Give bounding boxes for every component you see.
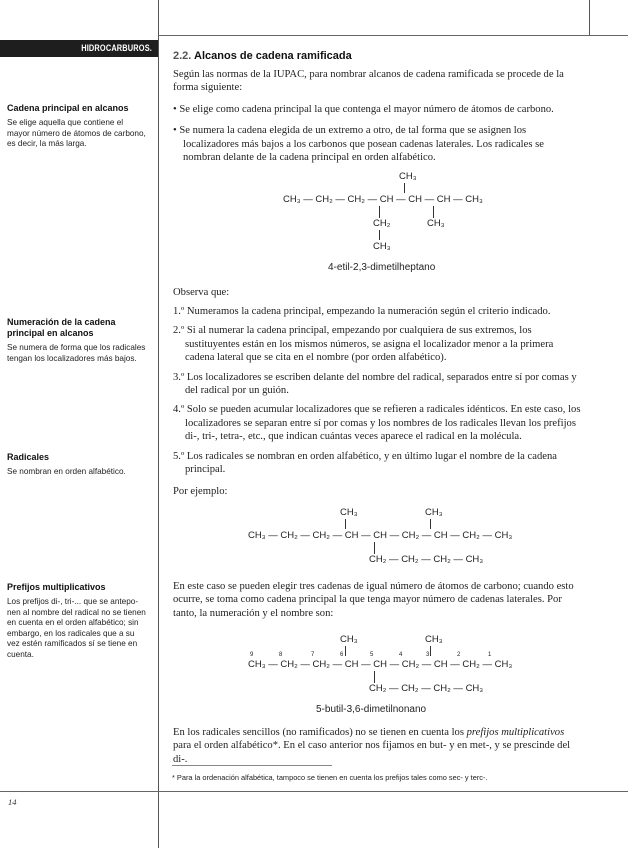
formula-3-name: 5-butil-3,6-dimetilnonano [316,704,427,715]
formula-branch: CH₂ [373,218,391,229]
chapter-banner: HIDROCARBUROS. GENERALIDADES [0,40,158,57]
intro-paragraph [173,68,583,95]
section-number: 2.2. [173,50,192,62]
formula-main-chain: CH₃ — CH₂ — CH₂ — CH — CH — CH — CH₃ [283,194,483,205]
locant-number: 3 [426,652,430,658]
paragraph-3-text: para el orden alfabético*. En el caso anterior nos fijamos en but- y en met-, y se prescinde del di-. [173,740,571,765]
formula-top-branch: CH₃ [425,507,443,518]
rule-item [173,403,583,443]
formula-bond [379,230,380,240]
side-note-body: Se nombran en orden alfabético. [7,467,126,476]
formula-branch: CH₃ [427,218,445,229]
section-heading [173,50,352,62]
formula-branch: CH₂ — CH₂ — CH₂ — CH₃ [369,554,484,565]
rule-item [173,450,583,477]
side-note-body: Se elige aquella que contiene el mayor número de átomos de carbono, es decir, la más larga. [7,118,146,149]
rule-text: Si al numerar la cadena principal, empezando por cualquiera de sus extremos, los sustituyentes están en los mismos números, se asigna el localizador menor a la primera cadena lateral que se cita en el nombre (por orden alfabético). [185,325,554,364]
bullet-list [173,103,583,165]
paragraph-3-text: En los radicales sencillos (no ramificados) no se tienen en cuenta los [173,727,467,738]
side-note-title: Radicales [7,452,50,462]
formula-bond [345,646,346,656]
bullet-text: Se elige como cadena principal la que contenga el mayor número de átomos de carbono. [179,104,554,115]
rule-item [173,371,583,398]
locant-number: 2 [457,652,461,658]
bullet-text: Se numera la cadena elegida de un extremo a otro, de tal forma que se asignen los localizadores más bajos a los carbonos que posean cadenas laterales. Los radicales se nombran delante de la cadena principal en orden alfabético. [179,125,544,164]
paragraph-2 [173,580,583,620]
side-note-prefijos [7,582,147,661]
formula-bond [430,519,431,529]
page-number: 14 [8,797,17,807]
observa-text: Observa que: [173,287,230,298]
rule-number: 4.º [173,404,185,416]
formula-bond [374,542,375,554]
footnote: * Para la ordenación alfabética, tampoco se tienen en cuenta los prefijos tales como sec- y terc-. [172,773,488,782]
locant-number: 8 [279,652,283,658]
intro-text: Según las normas de la IUPAC, para nombrar alcanos de cadena ramificada se procede de la forma siguiente: [173,69,564,94]
side-note-title: Prefijos multiplicativos [7,582,106,592]
bullet-item: • Se elige como cadena principal la que contenga el mayor número de átomos de carbono. [173,104,554,115]
rule-text: Numeramos la cadena principal, empezando la numeración según el criterio indicado. [186,306,551,317]
por-ejemplo-text: Por ejemplo: [173,486,228,497]
footnote-rule [172,765,332,766]
bullet-item: • Se numera la cadena elegida de un extremo a otro, de tal forma que se asignen los localizadores más bajos a los carbonos que posean cadenas laterales. Los radicales se nombran delante de la cadena principal en orden alfabético. [173,125,544,164]
margin-divider [158,0,159,848]
formula-top-branch: CH₃ [340,634,358,645]
locant-number: 9 [250,652,254,658]
rule-text: Solo se pueden acumular localizadores que se refieren a radicales idénticos. En este caso, los localizadores se separan entre sí por comas y los nombres de los radicales llevan los prefijos di-, tri-, tetra-, etc., que indican cuántas veces aparece el radical en la molécula. [185,404,581,443]
rule-item [173,324,583,364]
side-note-title: Numeración de la cadena principal en alcanos [7,317,116,338]
side-note-cadena-principal [7,103,147,150]
formula-bond [430,646,431,656]
paragraph-3-emphasis: prefijos multiplicativos [466,727,565,738]
side-note-title: Cadena principal en alcanos [7,103,129,113]
formula-bond [379,206,380,218]
locant-number: 7 [311,652,315,658]
formula-branch: CH₃ [373,241,391,252]
side-note-body: Se numera de forma que los radicales tengan los localizadores más bajos. [7,343,146,363]
paragraph-3 [173,726,583,766]
por-ejemplo-label [173,485,583,498]
rule-number: 2.º [173,325,185,337]
rule-number: 3.º [173,371,185,383]
formula-1-name: 4-etil-2,3-dimetilheptano [328,262,436,273]
formula-top-branch: CH₃ [399,171,417,182]
locant-number: 4 [399,652,403,658]
locant-number: 5 [370,652,374,658]
formula-bond [374,671,375,683]
paragraph-2-text: En este caso se pueden elegir tres cadenas de igual número de átomos de carbono; cuando esto ocurre, se toma como cadena principal la que tenga mayor número de cadenas laterales. Por tanto, la numeración y el nombre son: [173,581,574,619]
formula-bond [404,183,405,193]
locant-number: 6 [340,652,344,658]
formula-bond [345,519,346,529]
rule-text: Los radicales se nombran en orden alfabético, y en último lugar el nombre de la cadena principal. [185,450,557,476]
observa-label [173,286,583,299]
rule-text: Los localizadores se escriben delante del nombre del radical, separados entre sí por comas y del radical por un guión. [185,371,577,397]
formula-top-branch: CH₃ [425,634,443,645]
rule-item [173,305,583,318]
top-tick-right [589,0,590,36]
locant-number: 1 [488,652,492,658]
rules-list [173,305,583,476]
footer-rule [0,791,628,792]
side-note-body: Los prefijos di-, tri-... que se anteponen al nombre del radical no se tienen en cuenta en el orden alfabético; sin embargo, en los radicales que a su vez estén ramificados sí se tiene en cuenta. [7,597,146,659]
section-title: Alcanos de cadena ramificada [194,50,352,62]
formula-main-chain: CH₃ — CH₂ — CH₂ — CH — CH — CH₂ — CH — CH₂ — CH₃ [248,530,513,541]
rule-number: 1.º [173,306,185,317]
formula-branch: CH₂ — CH₂ — CH₂ — CH₃ [369,683,484,694]
formula-bond [433,206,434,218]
rule-number: 5.º [173,450,185,462]
header-rule [158,35,628,36]
formula-top-branch: CH₃ [340,507,358,518]
side-note-numeracion [7,317,147,364]
formula-main-chain: CH₃ — CH₂ — CH₂ — CH — CH — CH₂ — CH — CH₂ — CH₃ [248,659,513,670]
side-note-radicales [7,452,147,478]
